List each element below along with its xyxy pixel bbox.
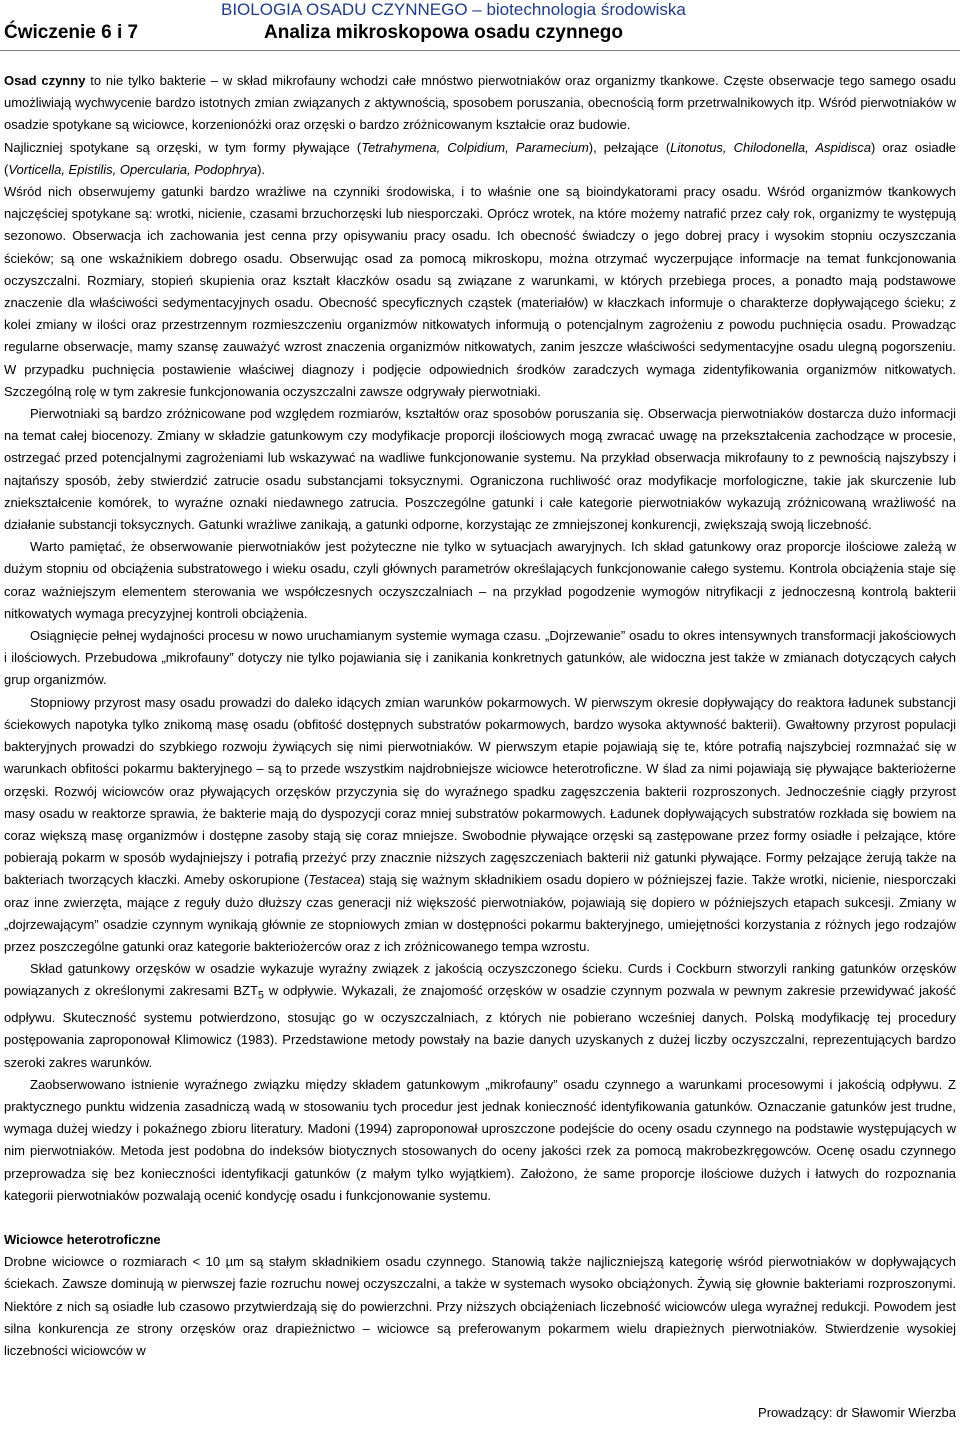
paragraph-ranking: Skład gatunkowy orzęsków w osadzie wykazuje wyraźny związek z jakością oczyszczonego ścieku. Curds i Cockburn stworzyli ranking gatunków orzęsków powiązanych z określonymi zakresami $BZT_5$ w odpływie. Wykazali, że znajomość orzęsków w osadzie czynnym pozwala w pewnym zakresie przewidywać jakość odpływu. Skuteczność systemu potwierdzono, stosując go w oczyszczalniach, z których nie pobierano wcześniej danych. Polską modyfikację tej procedury postępowania zaproponował Klimowicz (1983). Przedstawione metody powstały na bazie danych uzyskanych z dużej liczby oczyszczalni, reprezentujących bardzo szeroki zakres warunków.	[4, 961, 957, 1070]
page-header	[0, 0, 960, 60]
exercise-label: Ćwiczenie 6 i 7	[4, 22, 139, 43]
paragraph-load: Warto pamiętać, że obserwowanie pierwotniaków jest pożyteczne nie tylko w sytuacjach awaryjnych. Ich skład gatunkowy oraz proporcje ilościowe zależą w dużym stopniu od obciążenia substratowego i wieku osadu, czyli głównych parametrów określających funkcjonowanie całego systemu. Kontrola obciążenia staje się coraz ważniejszym elementem sterowania we współczesnych oczyszczalniach – na przykład pogodzenie wymogów nitryfikacji z jednoczesną kontrolą bakterii nitkowatych wymaga precyzyjnej kontroli obciążenia.	[4, 539, 956, 621]
section-title: Wiciowce heterotroficzne	[4, 1231, 161, 1247]
paragraph-ciliates: Najliczniej spotykane są orzęski, w tym formy pływające (Tetrahymena, Colpidium, Paramecium), pełzające (Litonotus, Chilodonella, Aspidisca) oraz osiadłe (Vorticella, Epistilis, Opercularia, Podophrya).	[4, 139, 956, 177]
paragraph-protozoa: Pierwotniaki są bardzo zróżnicowane pod względem rozmiarów, kształtów oraz sposobów poruszania się. Obserwacja pierwotniaków dostarcza dużo informacji na temat całej biocenozy. Zmiany w składzie gatunkowym czy modyfikacje proporcji ilościowych mogą zwracać uwagę na przekształcenia zachodzące w procesie, ostrzegać przed potencjalnymi zagrożeniami lub wskazywać na wadliwe funkcjonowanie systemu. Na przykład obserwacja mikrofauny to z pewnością najszybszy i najtańszy sposób, żeby stwierdzić zatrucie osadu substancjami toksycznymi. Ograniczona ruchliwość oraz modyfikacje morfologiczne, takie jak skurczenie lub zniekształcenie komórek, to wyraźne oznaki niedawnego zatrucia. Poszczególne gatunki i całe kategorie pierwotniaków wykazują zróżnicowaną wrażliwość na działanie substancji toksycznych. Gatunki wrażliwe zanikają, a gatunki odporne, korzystając ze zmniejszonej konkurencji, zwiększają swoją liczebność.	[4, 406, 956, 533]
paragraph-succession: Stopniowy przyrost masy osadu prowadzi do daleko idących zmian warunków pokarmowych. W pierwszym okresie dopływający do reaktora ładunek substancji ściekowych napotyka tylko znikomą masę osadu (obfitość dostępnych substratów pokarmowych, bardzo wysoka aktywność bakterii). Gwałtowny przyrost populacji bakteryjnych prowadzi do szybkiego rozwoju żywiących się nimi pierwotniaków. W pierwszym etapie pojawiają się te, które potrafią najszybciej rozmnażać się w warunkach obfitości pokarmu bakteryjnego – są to przede wszystkim najdrobniejsze wiciowce heterotroficzne. W ślad za nimi pojawiają się pływające bakteriożerne orzęski. Rozwój wiciowców oraz pływających orzęsków przyczynia się do wyraźnego spadku zagęszczenia bakterii rozproszonych. Jednocześnie ciągły przyrost masy osadu w reaktorze sprawia, że bakterie mają do dyspozycji coraz mniej substratów pokarmowych. Ładunek dopływających substratów rozkłada się bowiem na coraz większą masę organizmów i dostępne zasoby stają się coraz mniejsze. Swobodnie pływające orzęski są zastępowane przez formy osiadłe i pełzające, które pobierają pokarm w sposób wydajniejszy i potrafią przeżyć przy znacznie niższych zagęszczeniach bakterii niż gatunki pływające. Formy pełzające żerują także na bakteriach tworzących kłaczki. Ameby oskorupione (Testacea) stają się ważnym składnikiem osadu dopiero w późniejszej fazie. Także wrotki, nicienie, niesporczaki oraz inne zwierzęta, mające z reguły dużo dłuższy czas generacji niż większość pierwotniaków, pojawiają się dopiero w późniejszych etapach sukcesji. Zmiany w „dojrzewającym” osadzie czynnym wynikają głównie ze stopniowych zmian w dostępności pokarmu bakteryjnego, umiejętności korzystania z różnych jego rodzajów przez poszczególne gatunki oraz kategorie bakteriożerców oraz z ich zróżnicowanego tempa wzrostu.	[4, 694, 956, 954]
course-title: BIOLOGIA OSADU CZYNNEGO – biotechnologia środowiska	[221, 0, 686, 19]
paragraph-madoni: Zaobserwowano istnienie wyraźnego związku między składem gatunkowym „mikrofauny” osadu czynnego a warunkami procesowymi i jakością odpływu. Z praktycznego punktu widzenia zasadniczą wadą w stosowaniu tych procedur jest jednak konieczność identyfikowania gatunków. Oznaczanie gatunków jest trudne, wymaga dużej wiedzy i pokaźnego zbioru literatury. Madoni (1994) zaproponował uproszczone podejście do oceny osadu czynnego na podstawie występujących w nim pierwotniaków. Metoda jest podobna do indeksów biotycznych stosowanych do oceny jakości rzek za pomocą makrobezkręgowców. Ocenę osadu czynnego przeprowadza się bez konieczności identyfikacji gatunków (z małym tylko wyjątkiem). Założono, że same proporcje ilościowe dużych i łatwych do rozpoznania kategorii pierwotniaków pozwalają ocenić kondycję osadu i funkcjonowanie systemu.	[4, 1076, 956, 1203]
footer-instructor: Prowadzący: dr Sławomir Wierzba	[758, 1405, 956, 1420]
paragraph-maturation: Osiągnięcie pełnej wydajności procesu w nowo uruchamianym systemie wymaga czasu. „Dojrzewanie” osadu to okres intensywnych transformacji jakościowych i ilościowych. Przebudowa „mikrofauny” dotyczy nie tylko pojawiania się i zanikania konkretnych gatunków, ale widoczna jest także w zmianach dotyczących całych grup organizmów.	[4, 628, 956, 688]
bold-term: Osad czynny	[4, 73, 86, 88]
document-title: Analiza mikroskopowa osadu czynnego	[264, 22, 623, 43]
paragraph-observation: Wśród nich obserwujemy gatunki bardzo wrażliwe na czynniki środowiska, i to właśnie one są bioindykatorami pracy osadu. Wśród organizmów tkankowych najczęściej spotykane są: wrotki, nicienie, czasami brzuchorzęski lub niesporczaki. Oprócz wrotek, na które możemy natrafić przez cały rok, organizmy te występują sezonowo. Obserwacja ich zachowania jest cenna przy opisywaniu pracy osadu. Ich obecność świadczy o jego dobrej pracy i wysokim stopniu oczyszczania ścieków; są one wskaźnikiem dobrego osadu. Obserwując osad za pomocą mikroskopu, można otrzymać wyczerpujące informacje na temat funkcjonowania oczyszczalni. Rozmiary, stopień skupienia oraz kształt kłaczków osadu są związane z warunkami, w których przebiega proces, a ponadto mają podstawowe znaczenie dla właściwości sedymentacyjnych osadu. Obecność specyficznych cząstek (materiałów) w kłaczkach informuje o charakterze dopływającego ścieku; z kolei zmiany w ilości oraz przestrzennym rozmieszczeniu organizmów nitkowatych informują o potencjalnym zagrożeniu z powodu puchnięcia osadu. Prowadząc regularne obserwacje, mamy szansę zauważyć wzrost znaczenia organizmów nitkowatych, zanim jeszcze właściwości sedymentacyjne osadu ulegną pogorszeniu. W przypadku puchnięcia postawienie właściwej diagnozy i podjęcie odpowiednich środków zaradczych wymaga zidentyfikowania organizmów nitkowatych. Szczególną rolę w tym zakresie funkcjonowania oczyszczalni zawsze odgrywały pierwotniaki.	[4, 184, 956, 399]
paragraph-flagellates: Drobne wiciowce o rozmiarach < 10 µm są stałym składnikiem osadu czynnego. Stanowią także najliczniejszą kategorię wśród pierwotniaków w dopływających ściekach. Zawsze dominują w pierwszej fazie rozruchu nowej oczyszczalni, a także w systemach wysoko obciążonych. Żywią się głownie bakteriami rozproszonymi. Niektóre z nich są osiadłe lub czasowo przytwierdzają się do powierzchni. Przy niższych obciążeniach liczebność wiciowców ulega wyraźnej redukcji. Powodem jest silna konkurencja ze strony orzęsków oraz drapieżnictwo – wiciowce są preferowanym pokarmem wielu drapieżnych pierwotniaków. Stwierdzenie wysokiej liczebności wiciowców w	[4, 1254, 956, 1358]
paragraph-intro: Osad czynny to nie tylko bakterie – w skład mikrofauny wchodzi całe mnóstwo pierwotniaków oraz organizmy tkankowe. Częste obserwacje tego samego osadu umożliwiają wychwycenie bardzo istotnych zmian związanych z aktywnością, sposobem poruszania, obecnością form przetrwalnikowych itp. Wśród pierwotniaków w osadzie spotykane są wiciowce, korzenionóżki oraz orzęski o bardzo zróżnicowanym kształcie oraz budowie.	[4, 73, 956, 133]
header-divider	[0, 50, 960, 51]
document-body	[4, 70, 956, 1362]
